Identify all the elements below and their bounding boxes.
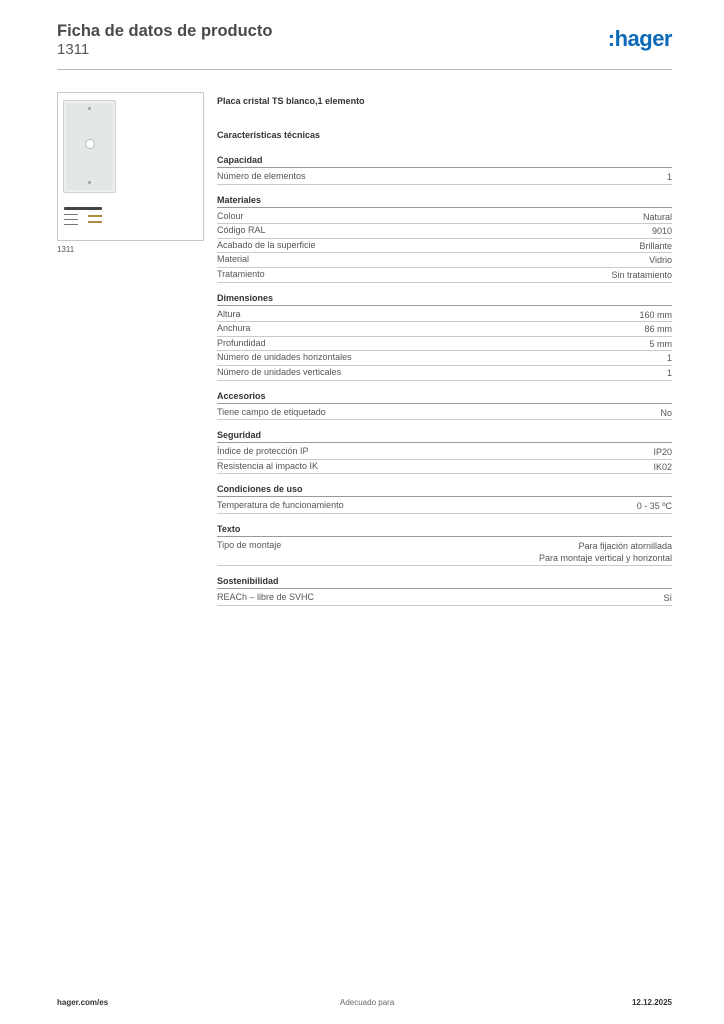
spec-row [217, 239, 672, 254]
spec-row [217, 366, 672, 381]
spec-value-line: IK02 [653, 461, 672, 472]
spec-value-line: Sí [663, 593, 672, 604]
spec-value-line: 1 [666, 172, 672, 182]
spec-label: Material [217, 254, 250, 265]
spec-value-line: 86 mm [644, 324, 672, 335]
spec-value [649, 254, 672, 266]
section-title: Accesorios [217, 391, 672, 404]
footer-suitable-for: Adecuado para [340, 998, 395, 1007]
spec-label: Tiene campo de etiquetado [217, 406, 326, 417]
screw-icon [88, 215, 102, 217]
glass-plate-illustration [63, 100, 116, 193]
spec-value-line: Sin tratamiento [611, 270, 672, 280]
section-title: Dimensiones [217, 293, 672, 306]
screw-dot-top [88, 107, 91, 110]
spec-value-line: Natural [642, 211, 672, 222]
spec-label: REACh – libre de SVHC [217, 592, 315, 603]
spec-label: Anchura [217, 323, 251, 334]
spec-value [667, 367, 672, 379]
spec-row [217, 460, 672, 475]
spec-value [663, 592, 672, 604]
spec-value [653, 461, 672, 473]
spec-value [667, 352, 672, 364]
product-name: Placa cristal TS blanco,1 elemento [217, 96, 365, 106]
spec-row [217, 253, 672, 268]
spec-value [650, 338, 673, 350]
spec-label: Número de unidades verticales [217, 367, 342, 377]
accessory-line [64, 219, 78, 220]
spec-value [639, 309, 672, 321]
spec-value [667, 171, 672, 183]
spec-label: Altura [217, 308, 241, 319]
spec-label: Tipo de montaje [217, 540, 282, 550]
section-title: Capacidad [217, 155, 672, 168]
accessory-line [64, 224, 78, 225]
spec-label: Índice de protección IP [217, 446, 309, 457]
spec-value-line: 5 mm [649, 338, 672, 349]
spec-value-line: 9010 [651, 226, 672, 237]
section-title: Materiales [217, 195, 672, 208]
spec-row [217, 539, 672, 566]
spec-label: Código RAL [217, 225, 266, 236]
spec-value-line: Para montaje vertical y horizontal [538, 553, 672, 563]
spec-row [217, 170, 672, 185]
spec-value-line: No [660, 407, 672, 418]
spec-value [652, 225, 672, 237]
spec-value-line: 1 [666, 368, 672, 378]
page-header [57, 20, 672, 70]
hager-logo: :hager [607, 26, 672, 51]
spec-value [539, 540, 672, 564]
section-title: Sostenibilidad [217, 576, 672, 589]
spec-value [660, 407, 672, 419]
spec-label: Acabado de la superficie [217, 239, 316, 250]
spec-label: Número de unidades horizontales [217, 352, 352, 363]
spec-label: Número de elementos [217, 171, 306, 181]
spec-label: Resistencia al impacto IK [217, 460, 319, 471]
spec-label: Profundidad [217, 337, 266, 348]
spec-row [217, 499, 672, 514]
spec-value-line: Vidrio [649, 255, 672, 266]
section-title: Condiciones de uso [217, 484, 672, 497]
spec-label: Colour [217, 210, 244, 221]
spec-row [217, 337, 672, 352]
spec-value-line: 1 [666, 353, 672, 364]
accessory-bar-icon [64, 207, 102, 210]
spec-row [217, 406, 672, 421]
screw-dot-bottom [88, 181, 91, 184]
spec-label: Temperatura de funcionamiento [217, 500, 344, 511]
spec-value [639, 240, 672, 252]
spec-row [217, 224, 672, 239]
accessory-line [64, 214, 78, 215]
technical-characteristics-title: Características técnicas [217, 130, 321, 140]
spec-value-line: IP20 [653, 447, 672, 458]
section-title: Seguridad [217, 430, 672, 443]
spec-value [637, 500, 672, 512]
footer-date: 12.12.2025 [631, 998, 672, 1007]
spec-row [217, 210, 672, 225]
page-title: Ficha de datos de producto [57, 22, 273, 40]
product-code: 1311 [57, 41, 90, 58]
spec-row [217, 591, 672, 606]
spec-row [217, 268, 672, 283]
spec-value-line: 160 mm [639, 309, 672, 320]
spec-value [643, 211, 672, 223]
section-title: Texto [217, 524, 672, 537]
spec-value-line: 0 - 35 ºC [636, 501, 672, 512]
image-caption: 1311 [57, 245, 75, 254]
center-hole [85, 139, 95, 149]
spec-label: Tratamiento [217, 269, 265, 279]
footer-website: hager.com/es [57, 998, 109, 1007]
spec-row [217, 322, 672, 337]
spec-value [653, 446, 672, 458]
spec-value [611, 269, 672, 281]
spec-value [644, 323, 672, 335]
spec-row [217, 445, 672, 460]
spec-value-line: Para fijación atornillada [578, 541, 672, 551]
product-image [57, 92, 204, 241]
spec-value-line: Brillante [639, 240, 672, 251]
screw-icon [88, 221, 102, 223]
spec-row [217, 308, 672, 323]
spec-row [217, 351, 672, 366]
